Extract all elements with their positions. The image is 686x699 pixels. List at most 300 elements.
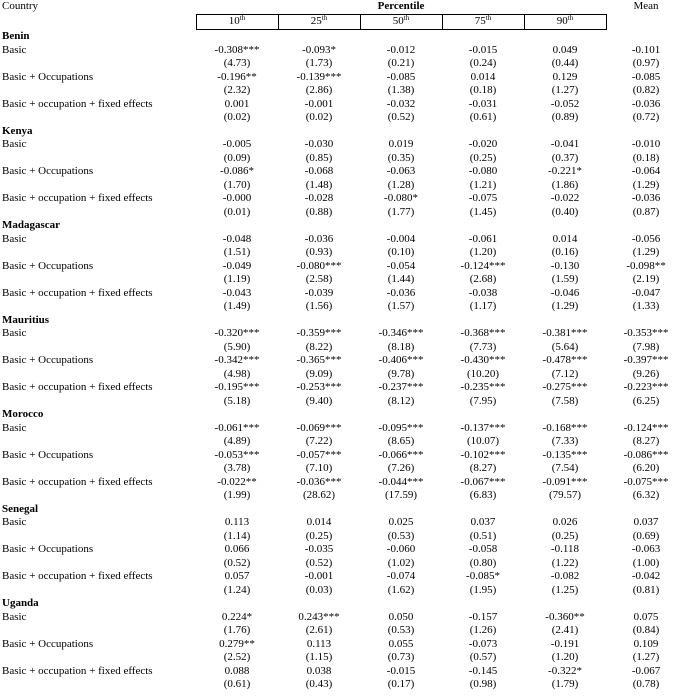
t-statistic-cell: (0.25) [551,529,579,542]
coefficient-cell: -0.093* [302,43,336,56]
coefficient-cell: 0.224* [221,610,253,623]
t-statistic-row [0,584,686,598]
estimate-row [0,98,686,112]
coefficient-cell: -0.060 [386,543,416,555]
coefficient-cell: -0.368*** [460,327,506,339]
t-statistic-cell: (0.53) [387,624,415,636]
t-statistic-cell: (17.59) [384,489,418,501]
t-statistic-cell: (0.52) [387,111,415,123]
coefficient-cell: -0.028 [304,192,334,204]
coefficient-cell: -0.360** [545,610,585,623]
t-statistic-cell: (4.89) [223,435,251,447]
coefficient-cell: -0.085 [631,70,661,83]
coefficient-cell: -0.124*** [460,259,506,272]
percentile-header: Percentile [377,0,425,12]
t-statistic-cell: (1.33) [632,300,660,312]
coefficient-cell: 0.019 [388,138,414,150]
t-statistic-cell: (8.27) [469,462,497,474]
coefficient-cell: 0.243*** [298,610,340,623]
estimate-row [0,354,686,368]
country-header-row [0,125,686,139]
coefficient-cell: -0.430*** [460,354,506,366]
coefficient-cell: -0.381*** [542,327,588,339]
coefficient-cell: -0.036 [304,232,334,245]
t-statistic-cell: (1.73) [305,57,333,69]
coefficient-cell: -0.066*** [378,448,424,461]
coefficient-cell: -0.053*** [214,448,260,461]
coefficient-cell: -0.035 [304,543,334,555]
coefficient-cell: 0.014 [552,232,578,245]
t-statistic-cell: (0.85) [305,151,333,164]
t-statistic-row [0,530,686,544]
coefficient-cell: -0.052 [550,97,580,110]
coefficient-cell: -0.036 [386,286,416,299]
t-statistic-cell: (0.72) [632,111,660,123]
estimate-row [0,516,686,530]
coefficient-cell: 0.038 [306,664,332,677]
estimate-row [0,570,686,584]
country-column-header: Country [2,0,39,12]
coefficient-cell: -0.038 [468,286,498,299]
coefficient-cell: 0.037 [470,516,496,528]
t-statistic-cell: (1.26) [469,624,497,636]
t-statistic-cell: (1.29) [551,300,579,312]
t-statistic-cell: (6.32) [632,489,660,501]
t-statistic-row [0,300,686,314]
t-statistic-cell: (0.17) [387,678,415,690]
coefficient-cell: -0.036*** [296,475,342,488]
coefficient-cell: -0.130 [550,259,580,272]
specification-label: Basic + Occupations [2,259,94,272]
t-statistic-cell: (0.18) [632,151,660,164]
t-statistic-row [0,341,686,355]
t-statistic-cell: (7.58) [551,394,579,407]
coefficient-cell: -0.235*** [460,381,506,393]
coefficient-cell: -0.061 [468,232,498,245]
coefficient-cell: -0.001 [304,570,334,582]
t-statistic-cell: (5.64) [551,340,579,353]
t-statistic-cell: (9.09) [305,367,333,380]
estimate-row [0,287,686,301]
t-statistic-cell: (1.29) [632,178,660,191]
t-statistic-cell: (7.26) [387,462,415,474]
t-statistic-cell: (1.20) [551,651,579,663]
coefficient-cell: -0.015 [386,664,416,677]
coefficient-cell: -0.073 [468,637,498,650]
t-statistic-cell: (1.27) [551,84,579,96]
specification-label: Basic + occupation + fixed effects [2,97,153,110]
t-statistic-cell: (0.03) [305,583,333,596]
t-statistic-cell: (1.49) [223,300,251,312]
t-statistic-cell: (8.22) [305,340,333,353]
specification-label: Basic [2,327,27,339]
t-statistic-row [0,651,686,665]
t-statistic-cell: (2.58) [305,273,333,285]
coefficient-cell: -0.020 [468,138,498,150]
coefficient-cell: -0.082 [550,570,580,582]
coefficient-cell: -0.058 [468,543,498,555]
t-statistic-cell: (0.37) [551,151,579,164]
t-statistic-cell: (0.18) [469,84,497,96]
t-statistic-cell: (6.25) [632,394,660,407]
t-statistic-cell: (5.90) [223,340,251,353]
percentile-10-header: 10th [196,15,278,30]
coefficient-cell: -0.365*** [296,354,342,366]
coefficient-cell: -0.000 [222,192,252,204]
coefficient-cell: 0.113 [306,637,332,650]
coefficient-cell: -0.080*** [296,259,342,272]
t-statistic-cell: (0.02) [305,111,333,123]
t-statistic-cell: (7.22) [305,435,333,447]
coefficient-cell: -0.098** [626,259,666,272]
coefficient-cell: -0.101 [631,43,661,56]
t-statistic-cell: (0.98) [469,678,497,690]
coefficient-cell: -0.086*** [623,448,669,461]
coefficient-cell: 0.088 [224,664,250,677]
coefficient-cell: 0.113 [224,516,250,528]
specification-label: Basic [2,610,27,623]
t-statistic-cell: (0.09) [223,151,251,164]
t-statistic-row [0,624,686,638]
country-header-row [0,597,686,611]
coefficient-cell: -0.036 [631,192,661,204]
t-statistic-cell: (1.27) [632,651,660,663]
t-statistic-cell: (7.10) [305,462,333,474]
t-statistic-cell: (2.19) [632,273,660,285]
t-statistic-row [0,111,686,125]
coefficient-cell: 0.026 [552,516,578,528]
estimate-row [0,165,686,179]
t-statistic-row [0,678,686,692]
coefficient-cell: -0.196** [217,70,257,83]
coefficient-cell: 0.057 [224,570,250,582]
coefficient-cell: -0.063 [386,165,416,177]
coefficient-cell: -0.253*** [296,381,342,393]
t-statistic-cell: (1.51) [223,246,251,258]
specification-label: Basic [2,516,27,528]
estimate-row [0,138,686,152]
t-statistic-cell: (0.52) [223,556,251,569]
coefficient-cell: 0.037 [633,516,659,528]
country-name: Kenya [2,124,33,137]
specification-label: Basic + occupation + fixed effects [2,475,153,488]
country-header-row [0,219,686,233]
coefficient-cell: -0.091*** [542,475,588,488]
coefficient-cell: -0.102*** [460,448,506,461]
coefficient-cell: -0.061*** [214,421,260,434]
specification-label: Basic [2,138,27,150]
t-statistic-row [0,368,686,382]
coefficient-cell: -0.275*** [542,381,588,393]
t-statistic-cell: (0.35) [387,151,415,164]
country-name: Benin [2,30,30,42]
t-statistic-row [0,152,686,166]
coefficient-cell: -0.012 [386,43,416,56]
t-statistic-row [0,435,686,449]
coefficient-cell: -0.397*** [623,354,669,366]
coefficient-cell: -0.342*** [214,354,260,366]
t-statistic-cell: (0.24) [469,57,497,69]
country-name: Madagascar [2,219,61,231]
coefficient-cell: -0.049 [222,259,252,272]
country-name: Senegal [2,502,39,515]
percentile-50-header: 50th [360,15,442,30]
estimate-row [0,638,686,652]
coefficient-cell: -0.322* [548,664,582,677]
coefficient-cell: 0.279** [219,637,255,650]
coefficient-cell: -0.005 [222,138,252,150]
t-statistic-cell: (1.14) [223,529,251,542]
coefficient-cell: -0.044*** [378,475,424,488]
t-statistic-cell: (2.86) [305,84,333,96]
mean-column-header: Mean [633,0,659,12]
estimate-row [0,71,686,85]
coefficient-cell: 0.001 [224,97,250,110]
t-statistic-cell: (2.52) [223,651,251,663]
coefficient-cell: -0.046 [550,286,580,299]
estimate-row [0,449,686,463]
t-statistic-cell: (0.84) [632,624,660,636]
coefficient-cell: 0.129 [552,70,578,83]
t-statistic-cell: (0.44) [551,57,579,69]
coefficient-cell: 0.050 [388,610,414,623]
estimate-row [0,44,686,58]
t-statistic-cell: (8.12) [387,394,415,407]
t-statistic-cell: (0.80) [469,556,497,569]
header-row [0,0,686,15]
t-statistic-cell: (8.27) [632,435,660,447]
t-statistic-cell: (0.01) [223,205,251,218]
specification-label: Basic + occupation + fixed effects [2,570,153,582]
coefficient-cell: -0.056 [631,232,661,245]
t-statistic-cell: (0.89) [551,111,579,123]
coefficient-cell: -0.067 [631,664,661,677]
t-statistic-cell: (0.43) [305,678,333,690]
specification-label: Basic [2,43,27,56]
estimate-row [0,543,686,557]
t-statistic-cell: (1.79) [551,678,579,690]
coefficient-cell: 0.075 [633,610,659,623]
t-statistic-cell: (1.21) [469,178,497,191]
t-statistic-row [0,462,686,476]
coefficient-cell: -0.063 [631,543,661,555]
specification-label: Basic + occupation + fixed effects [2,192,153,204]
t-statistic-cell: (1.00) [632,556,660,569]
country-header-row [0,314,686,328]
coefficient-cell: -0.080 [468,165,498,177]
t-statistic-cell: (9.40) [305,394,333,407]
specification-label: Basic + Occupations [2,354,94,366]
specification-label: Basic + occupation + fixed effects [2,381,153,393]
coefficient-cell: -0.085* [466,570,500,582]
t-statistic-cell: (7.12) [551,367,579,380]
t-statistic-row [0,84,686,98]
t-statistic-cell: (1.19) [223,273,251,285]
specification-label: Basic [2,421,27,434]
coefficient-cell: -0.145 [468,664,498,677]
t-statistic-cell: (1.95) [469,583,497,596]
t-statistic-cell: (0.25) [469,151,497,164]
t-statistic-cell: (0.97) [632,57,660,69]
estimate-row [0,233,686,247]
specification-label: Basic + Occupations [2,637,94,650]
t-statistic-row [0,179,686,193]
estimate-row [0,665,686,679]
t-statistic-cell: (7.73) [469,340,497,353]
t-statistic-cell: (0.69) [632,529,660,542]
coefficient-cell: -0.048 [222,232,252,245]
t-statistic-cell: (7.98) [632,340,660,353]
t-statistic-cell: (1.38) [387,84,415,96]
coefficient-cell: -0.036 [631,97,661,110]
t-statistic-cell: (0.88) [305,205,333,218]
percentile-25-header: 25th [278,15,360,30]
country-name: Mauritius [2,313,50,326]
coefficient-cell: -0.221* [548,165,582,177]
t-statistic-cell: (79.57) [548,489,582,501]
coefficient-cell: -0.308*** [214,43,260,56]
coefficient-cell: -0.042 [631,570,661,582]
t-statistic-row [0,273,686,287]
percentile-75-header: 75th [442,15,524,30]
coefficient-cell: 0.055 [388,637,414,650]
t-statistic-cell: (28.62) [302,489,336,501]
t-statistic-cell: (1.86) [551,178,579,191]
coefficient-cell: -0.157 [468,610,498,623]
t-statistic-cell: (1.15) [305,651,333,663]
t-statistic-cell: (1.29) [632,246,660,258]
t-statistic-cell: (0.40) [551,205,579,218]
t-statistic-cell: (1.56) [305,300,333,312]
coefficient-cell: -0.068 [304,165,334,177]
coefficient-cell: -0.039 [304,286,334,299]
t-statistic-cell: (9.26) [632,367,660,380]
t-statistic-cell: (0.53) [387,529,415,542]
coefficient-cell: -0.346*** [378,327,424,339]
t-statistic-cell: (0.61) [469,111,497,123]
t-statistic-row [0,395,686,409]
t-statistic-cell: (1.57) [387,300,415,312]
coefficient-cell: -0.237*** [378,381,424,393]
t-statistic-cell: (6.83) [469,489,497,501]
t-statistic-cell: (0.52) [305,556,333,569]
specification-label: Basic + occupation + fixed effects [2,286,153,299]
coefficient-cell: -0.191 [550,637,580,650]
t-statistic-row [0,557,686,571]
t-statistic-cell: (8.65) [387,435,415,447]
coefficient-cell: -0.223*** [623,381,669,393]
coefficient-cell: -0.064 [631,165,661,177]
coefficient-cell: -0.004 [386,232,416,245]
coefficient-cell: -0.001 [304,97,334,110]
t-statistic-cell: (8.18) [387,340,415,353]
specification-label: Basic + occupation + fixed effects [2,664,153,677]
coefficient-cell: -0.135*** [542,448,588,461]
country-header-row [0,408,686,422]
estimate-row [0,327,686,341]
t-statistic-cell: (7.54) [551,462,579,474]
t-statistic-cell: (1.25) [551,583,579,596]
coefficient-cell: -0.118 [551,543,580,555]
coefficient-cell: -0.137*** [460,421,506,434]
coefficient-cell: -0.353*** [623,327,669,339]
coefficient-cell: -0.195*** [214,381,260,393]
t-statistic-row [0,489,686,503]
coefficient-cell: 0.109 [633,637,659,650]
coefficient-cell: -0.085 [386,70,416,83]
coefficient-cell: -0.067*** [460,475,506,488]
coefficient-cell: -0.139*** [296,70,342,83]
t-statistic-cell: (0.21) [387,57,415,69]
specification-label: Basic + Occupations [2,70,94,83]
t-statistic-cell: (0.16) [551,246,579,258]
coefficient-cell: -0.030 [304,138,334,150]
t-statistic-cell: (9.78) [387,367,415,380]
t-statistic-cell: (0.02) [223,111,251,123]
coefficient-cell: -0.168*** [542,421,588,434]
t-statistic-cell: (1.28) [387,178,415,191]
coefficient-cell: 0.066 [224,543,250,555]
t-statistic-cell: (1.02) [387,556,415,569]
estimate-row [0,422,686,436]
t-statistic-cell: (1.59) [551,273,579,285]
t-statistic-cell: (0.78) [632,678,660,690]
coefficient-cell: -0.320*** [214,327,260,339]
coefficient-cell: -0.010 [631,138,661,150]
t-statistic-cell: (1.24) [223,583,251,596]
t-statistic-cell: (5.18) [223,394,251,407]
t-statistic-cell: (0.93) [305,246,333,258]
t-statistic-cell: (1.76) [223,624,251,636]
coefficient-cell: 0.049 [552,43,578,56]
coefficient-cell: -0.069*** [296,421,342,434]
coefficient-cell: -0.043 [222,286,252,299]
t-statistic-cell: (1.17) [469,300,497,312]
coefficient-cell: -0.047 [631,286,661,299]
coefficient-cell: -0.074 [386,570,416,582]
t-statistic-cell: (1.77) [387,205,415,218]
t-statistic-cell: (1.44) [387,273,415,285]
specification-label: Basic + Occupations [2,543,94,555]
estimate-row [0,260,686,274]
percentile-subheader-row [0,15,686,30]
coefficient-cell: -0.015 [468,43,498,56]
coefficient-cell: -0.095*** [378,421,424,434]
t-statistic-cell: (1.99) [223,489,251,501]
estimate-row [0,476,686,490]
coefficient-cell: -0.022 [550,192,580,204]
t-statistic-cell: (6.20) [632,462,660,474]
coefficient-cell: -0.075 [468,192,498,204]
t-statistic-cell: (4.98) [223,367,251,380]
t-statistic-cell: (0.73) [387,651,415,663]
t-statistic-row [0,246,686,260]
t-statistic-cell: (1.48) [305,178,333,191]
percentile-90-header: 90th [524,15,606,30]
specification-label: Basic + Occupations [2,165,94,177]
t-statistic-cell: (0.25) [305,529,333,542]
t-statistic-row [0,57,686,71]
t-statistic-cell: (7.33) [551,435,579,447]
t-statistic-cell: (0.10) [387,246,415,258]
country-name: Uganda [2,597,39,609]
t-statistic-cell: (0.61) [223,678,251,690]
t-statistic-cell: (1.70) [223,178,251,191]
t-statistic-cell: (3.78) [223,462,251,474]
estimate-row [0,381,686,395]
coefficient-cell: -0.478*** [542,354,588,366]
coefficient-cell: -0.124*** [623,421,669,434]
